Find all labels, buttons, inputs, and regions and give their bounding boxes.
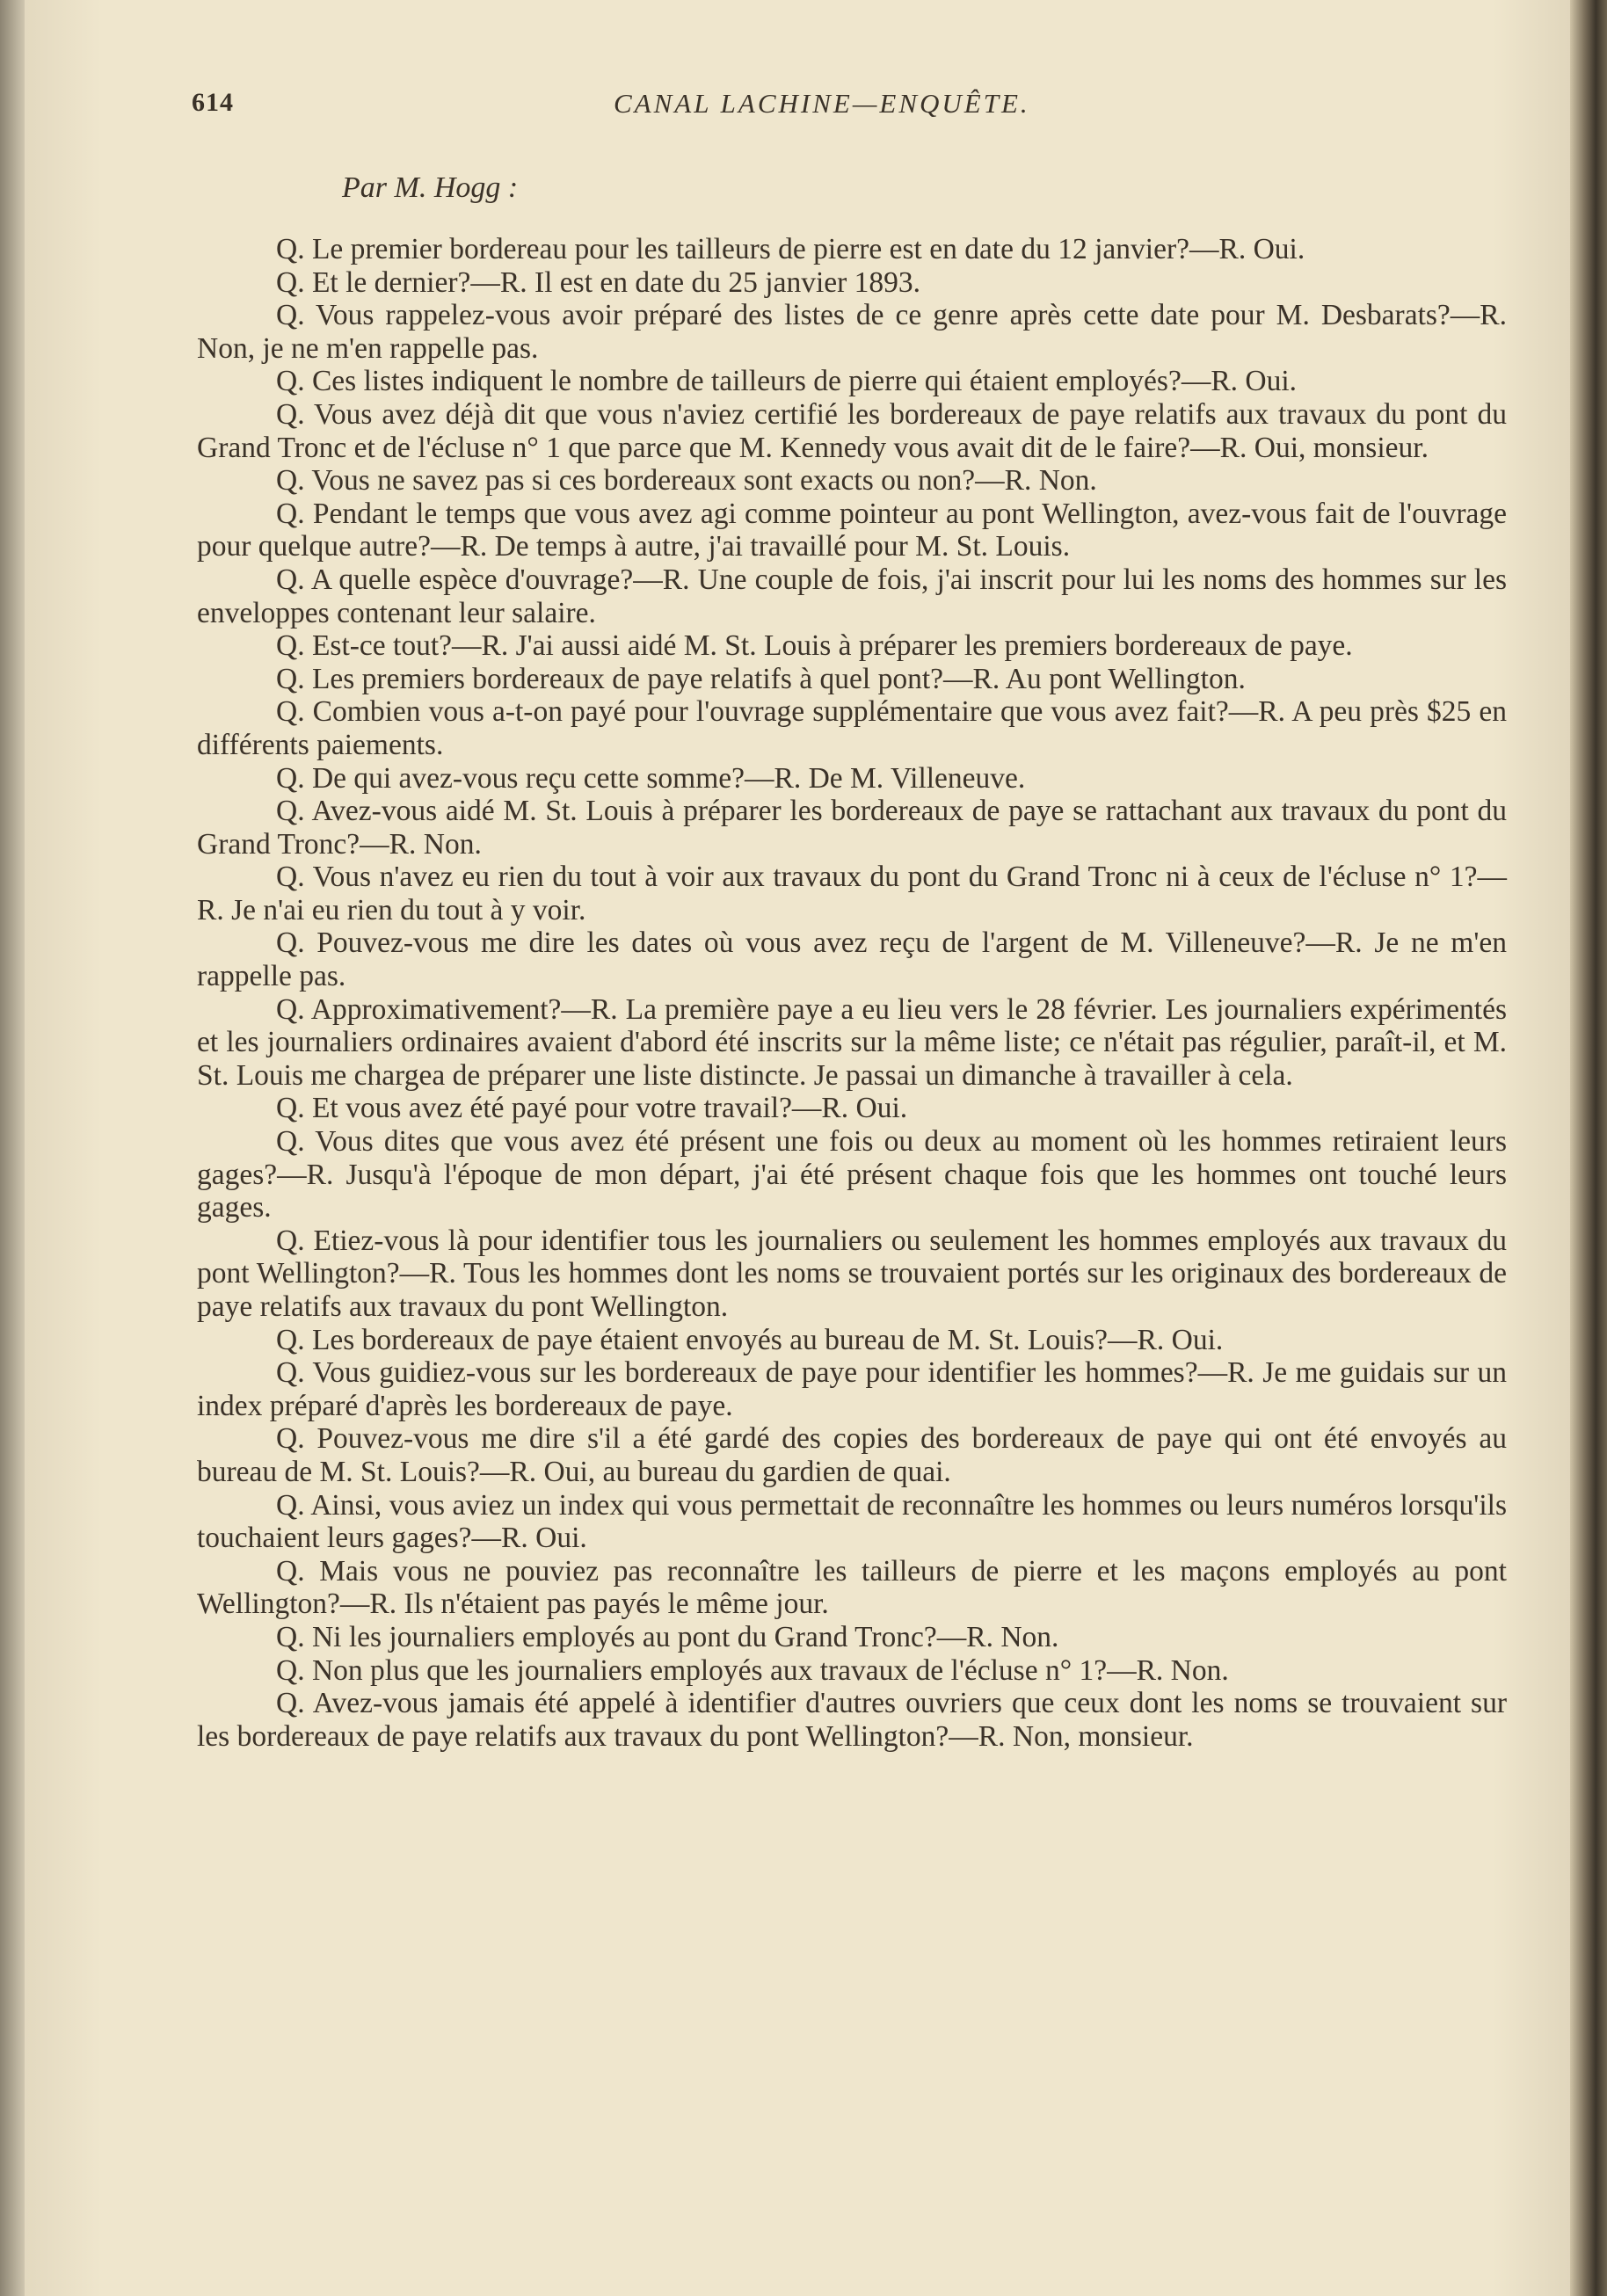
testimony-paragraph: Q. Vous dites que vous avez été présent une fois ou deux au moment où les hommes retiraient leurs gages?—R. Jusqu'à l'époque de mon départ, j'ai été présent chaque fois que les hommes ont touché leurs gages. bbox=[197, 1125, 1507, 1224]
testimony-paragraph: Q. A quelle espèce d'ouvrage?—R. Une couple de fois, j'ai inscrit pour lui les noms des hommes sur les enveloppes contenant leur salaire. bbox=[197, 563, 1507, 629]
testimony-paragraphs bbox=[197, 233, 1507, 1753]
testimony-paragraph: Q. Vous ne savez pas si ces bordereaux sont exacts ou non?—R. Non. bbox=[276, 464, 1097, 498]
page-number: 614 bbox=[192, 88, 234, 117]
testimony-paragraph: Q. Pouvez-vous me dire les dates où vous avez reçu de l'argent de M. Villeneuve?—R. Je ne m'en rappelle pas. bbox=[197, 926, 1507, 993]
page-header bbox=[192, 88, 1510, 132]
testimony-paragraph: Q. Etiez-vous là pour identifier tous les journaliers ou seulement les hommes employés aux travaux du pont Wellington?—R. Tous les hommes dont les noms se trouvaient portés sur les originaux des bordereaux de paye relatifs aux travaux du pont Wellington. bbox=[197, 1224, 1507, 1323]
testimony-paragraph: Q. Ces listes indiquent le nombre de tailleurs de pierre qui étaient employés?—R. Oui. bbox=[276, 365, 1298, 398]
testimony-paragraph: Q. Avez-vous jamais été appelé à identifier d'autres ouvriers que ceux dont les noms se trouvaient sur les bordereaux de paye relatifs aux travaux du pont Wellington?—R. Non, monsieur. bbox=[197, 1687, 1507, 1753]
examiner-heading: Par M. Hogg : bbox=[342, 171, 519, 204]
running-head: CANAL LACHINE—ENQUÊTE. bbox=[614, 88, 1030, 119]
testimony-paragraph: Q. Ni les journaliers employés au pont du Grand Tronc?—R. Non. bbox=[276, 1620, 1059, 1653]
testimony-paragraph: Q. Vous n'avez eu rien du tout à voir aux travaux du pont du Grand Tronc ni à ceux de l'écluse n° 1?—R. Je n'ai eu rien du tout à y voir. bbox=[197, 861, 1507, 926]
testimony-paragraph: Q. Vous avez déjà dit que vous n'aviez certifié les bordereaux de paye relatifs aux travaux du pont du Grand Tronc et de l'écluse n° 1 que parce que M. Kennedy vous avait dit de le faire?—R. Oui, monsieur. bbox=[197, 397, 1507, 464]
testimony-paragraph: Q. Pouvez-vous me dire s'il a été gardé des copies des bordereaux de paye qui ont été envoyés au bureau de M. St. Louis?—R. Oui, au bureau du gardien de quai. bbox=[197, 1422, 1507, 1488]
testimony-paragraph: Q. De qui avez-vous reçu cette somme?—R. De M. Villeneuve. bbox=[276, 761, 1026, 795]
testimony-paragraph: Q. Et le dernier?—R. Il est en date du 25 janvier 1893. bbox=[276, 265, 921, 299]
testimony-paragraph: Q. Non plus que les journaliers employés aux travaux de l'écluse n° 1?—R. Non. bbox=[276, 1653, 1229, 1687]
testimony-paragraph: Q. Les bordereaux de paye étaient envoyés au bureau de M. St. Louis?—R. Oui. bbox=[276, 1323, 1224, 1356]
testimony-paragraph: Q. Vous guidiez-vous sur les bordereaux de paye pour identifier les hommes?—R. Je me guidais sur un index préparé d'après les bordereaux de paye. bbox=[197, 1356, 1507, 1422]
book-spine-shadow bbox=[1570, 0, 1607, 2296]
testimony-paragraph: Q. Approximativement?—R. La première paye a eu lieu vers le 28 février. Les journaliers expérimentés et les journaliers ordinaires avaient d'abord été inscrits sur la même liste; ce n'était pas régulier, paraît-il, et M. St. Louis me chargea de préparer une liste distincte. Je passai un dimanche à travailler à cela. bbox=[197, 992, 1507, 1092]
document-page bbox=[25, 0, 1570, 2296]
testimony-paragraph: Q. Pendant le temps que vous avez agi comme pointeur au pont Wellington, avez-vous fait de l'ouvrage pour quelque autre?—R. De temps à autre, j'ai travaillé pour M. St. Louis. bbox=[197, 497, 1507, 563]
testimony-paragraph: Q. Mais vous ne pouviez pas reconnaître les tailleurs de pierre et les maçons employés au pont Wellington?—R. Ils n'étaient pas payés le même jour. bbox=[197, 1554, 1507, 1621]
testimony-paragraph: Q. Avez-vous aidé M. St. Louis à préparer les bordereaux de paye se rattachant aux travaux du pont du Grand Tronc?—R. Non. bbox=[197, 795, 1507, 861]
testimony-paragraph: Q. Vous rappelez-vous avoir préparé des listes de ce genre après cette date pour M. Desbarats?—R. Non, je ne m'en rappelle pas. bbox=[197, 299, 1507, 365]
testimony-paragraph: Q. Combien vous a-t-on payé pour l'ouvrage supplémentaire que vous avez fait?—R. A peu près $25 en différents paiements. bbox=[197, 695, 1507, 761]
testimony-paragraph: Q. Le premier bordereau pour les tailleurs de pierre est en date du 12 janvier?—R. Oui. bbox=[276, 233, 1305, 265]
testimony-paragraph: Q. Et vous avez été payé pour votre travail?—R. Oui. bbox=[276, 1092, 908, 1125]
page-body bbox=[197, 171, 1507, 1753]
testimony-paragraph: Q. Ainsi, vous aviez un index qui vous permettait de reconnaître les hommes ou leurs numéros lorsqu'ils touchaient leurs gages?—R. Oui. bbox=[197, 1488, 1507, 1555]
page-left-edge bbox=[0, 0, 25, 2296]
testimony-paragraph: Q. Est-ce tout?—R. J'ai aussi aidé M. St. Louis à préparer les premiers bordereaux de paye. bbox=[276, 629, 1353, 663]
testimony-paragraph: Q. Les premiers bordereaux de paye relatifs à quel pont?—R. Au pont Wellington. bbox=[276, 662, 1246, 695]
